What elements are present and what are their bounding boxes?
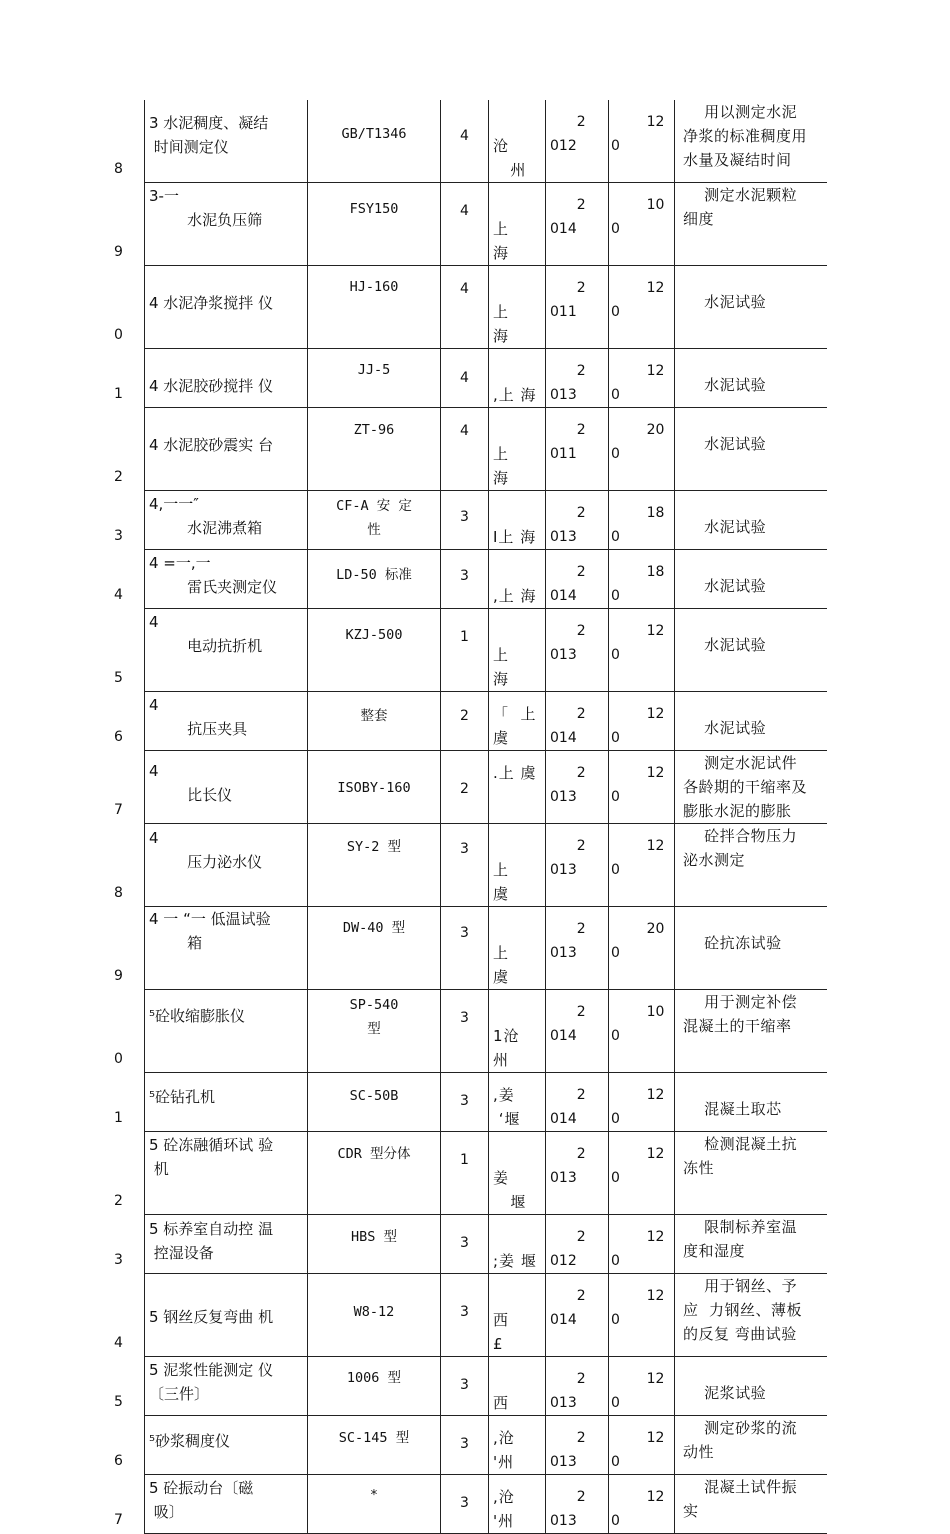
row-number: 9	[114, 243, 123, 260]
equipment-usage: 用于测定补偿 混凝土的干缩率	[683, 993, 798, 1035]
equipment-model: HJ-160	[349, 279, 399, 295]
manufacturer-place: ;姜 堰	[493, 1252, 537, 1270]
row-number: 7	[114, 801, 123, 818]
equipment-name: 3 水泥稠度、凝结 时间测定仪	[149, 114, 269, 156]
table-row	[110, 349, 827, 408]
equipment-price: 12 0	[611, 1371, 665, 1411]
equipment-model: 整套	[360, 708, 388, 724]
purchase-year: 2 013	[550, 765, 586, 805]
purchase-year: 2 013	[550, 1489, 586, 1529]
equipment-model: LD-50 标准	[336, 567, 412, 583]
row-number: 1	[114, 1109, 123, 1126]
equipment-model: ZT-96	[353, 422, 395, 438]
equipment-usage: 水泥试验	[704, 518, 767, 536]
equipment-model: *	[369, 1487, 379, 1503]
table-row	[110, 609, 827, 692]
manufacturer-place: 上 海	[493, 646, 510, 688]
row-number: 5	[114, 1393, 123, 1410]
equipment-name: 4 一 “一 低温试验 箱	[149, 910, 271, 952]
table-row	[110, 1416, 827, 1475]
row-number: 3	[114, 527, 123, 544]
manufacturer-place: 沧 州	[493, 137, 527, 179]
equipment-usage: 水泥试验	[704, 719, 767, 737]
table-row	[110, 183, 827, 266]
equipment-usage: 测定砂浆的流 动性	[683, 1419, 798, 1461]
manufacturer-place: 上 海	[493, 303, 510, 345]
table-row	[110, 692, 827, 751]
equipment-usage: 测定水泥颗粒 细度	[683, 186, 798, 228]
equipment-model: ISOBY-160	[337, 780, 411, 796]
manufacturer-place: 上 虞	[493, 861, 510, 903]
row-number: 3	[114, 1251, 123, 1268]
purchase-year: 2 014	[550, 1087, 586, 1127]
equipment-usage: 用以测定水泥 净浆的标准稠度用 水量及凝结时间	[683, 103, 808, 169]
row-number: 0	[114, 326, 123, 343]
table-row	[110, 1132, 827, 1215]
table-row	[110, 907, 827, 990]
row-number: 4	[114, 1334, 123, 1351]
equipment-name: ⁵砂浆稠度仪	[149, 1432, 231, 1450]
manufacturer-place: I上 海	[493, 528, 537, 546]
equipment-quantity: 3	[460, 1304, 469, 1320]
equipment-quantity: 4	[460, 370, 469, 386]
equipment-quantity: 4	[460, 203, 469, 219]
table-row	[110, 491, 827, 550]
equipment-quantity: 1	[460, 1152, 469, 1168]
equipment-quantity: 4	[460, 423, 469, 439]
manufacturer-place: ,上 海	[493, 587, 537, 605]
equipment-name: ⁵砼收缩膨胀仪	[149, 1007, 246, 1025]
equipment-quantity: 4	[460, 281, 469, 297]
equipment-quantity: 3	[460, 1436, 469, 1452]
equipment-price: 12 0	[611, 280, 665, 320]
equipment-usage: 泥浆试验	[704, 1384, 767, 1402]
equipment-price: 12 0	[611, 1489, 665, 1529]
purchase-year: 2 011	[550, 422, 586, 462]
purchase-year: 2 013	[550, 921, 586, 961]
equipment-price: 12 0	[611, 706, 665, 746]
manufacturer-place: ,沧 '州	[493, 1429, 515, 1471]
manufacturer-place: 姜 堰	[493, 1169, 527, 1211]
equipment-model: SP-540 型	[349, 997, 399, 1037]
table-row	[110, 550, 827, 609]
purchase-year: 2 012	[550, 1229, 586, 1269]
equipment-quantity: 3	[460, 509, 469, 525]
equipment-model: 1006 型	[346, 1370, 402, 1386]
equipment-price: 20 0	[611, 921, 665, 961]
equipment-price: 12 0	[611, 1087, 665, 1127]
purchase-year: 2 013	[550, 1146, 586, 1186]
manufacturer-place: 1沧 州	[493, 1027, 520, 1069]
manufacturer-place: ,上 海	[493, 386, 537, 404]
row-number: 2	[114, 468, 123, 485]
equipment-price: 12 0	[611, 363, 665, 403]
equipment-quantity: 3	[460, 1235, 469, 1251]
equipment-name: 3-一 水泥负压筛	[149, 187, 263, 229]
manufacturer-place: 上 虞	[493, 944, 510, 986]
equipment-name: 5 标养室自动控 温 控湿设备	[149, 1220, 274, 1262]
equipment-name: ⁵砼钻孔机	[149, 1088, 216, 1106]
manufacturer-place: ,姜 ‘堰	[493, 1086, 521, 1128]
equipment-name: 4 =一,一 雷氏夹测定仪	[149, 554, 278, 596]
table-row	[110, 824, 827, 907]
manufacturer-place: 西	[493, 1370, 545, 1412]
equipment-name: 5 泥浆性能测定 仪 〔三件〕	[149, 1361, 274, 1403]
equipment-name: 5 钢丝反复弯曲 机	[149, 1308, 274, 1326]
table-row	[110, 1073, 827, 1132]
equipment-name: 4 水泥胶砂震实 台	[149, 436, 274, 454]
equipment-price: 12 0	[611, 1146, 665, 1186]
equipment-model: KZJ-500	[345, 627, 403, 643]
equipment-name: 4 比长仪	[149, 762, 233, 804]
equipment-quantity: 3	[460, 1495, 469, 1511]
equipment-name: 4 抗压夹具	[149, 696, 248, 738]
purchase-year: 2 013	[550, 838, 586, 878]
table-row	[110, 751, 827, 824]
purchase-year: 2 014	[550, 1004, 586, 1044]
equipment-model: SC-50B	[349, 1088, 399, 1104]
purchase-year: 2 013	[550, 1371, 586, 1411]
equipment-model: FSY150	[349, 201, 399, 217]
equipment-quantity: 4	[460, 128, 469, 144]
equipment-usage: 水泥试验	[704, 636, 767, 654]
equipment-price: 10 0	[611, 197, 665, 237]
equipment-quantity: 3	[460, 568, 469, 584]
equipment-model: SC-145 型	[338, 1430, 410, 1446]
equipment-name: 5 砼冻融循环试 验 机	[149, 1136, 274, 1178]
equipment-usage: 混凝土取芯	[704, 1100, 782, 1118]
manufacturer-place: 上 海	[493, 220, 510, 262]
manufacturer-place: 西 £	[493, 1311, 510, 1353]
manufacturer-place: .上 虞	[493, 764, 537, 782]
equipment-price: 12 0	[611, 838, 665, 878]
manufacturer-place: 「 上 虞	[493, 705, 537, 747]
equipment-name: 4 压力泌水仪	[149, 829, 263, 871]
equipment-usage: 砼抗冻试验	[704, 934, 782, 952]
equipment-model: JJ-5	[357, 362, 391, 378]
row-number: 5	[114, 669, 123, 686]
equipment-usage: 限制标养室温 度和湿度	[683, 1218, 798, 1260]
equipment-price: 12 0	[611, 114, 665, 154]
purchase-year: 2 013	[550, 623, 586, 663]
manufacturer-place: ,沧 '州	[493, 1488, 515, 1530]
equipment-usage: 混凝土试件振 实	[683, 1478, 798, 1520]
purchase-year: 2 013	[550, 363, 586, 403]
equipment-name: 4 水泥胶砂搅拌 仪	[149, 377, 274, 395]
equipment-price: 18 0	[611, 505, 665, 545]
row-number: 8	[114, 884, 123, 901]
equipment-usage: 水泥试验	[704, 435, 767, 453]
equipment-price: 12 0	[611, 1229, 665, 1269]
row-number: 2	[114, 1192, 123, 1209]
equipment-usage: 砼拌合物压力 泌水测定	[683, 827, 798, 869]
equipment-usage: 水泥试验	[704, 376, 767, 394]
equipment-quantity: 3	[460, 1010, 469, 1026]
equipment-price: 12 0	[611, 623, 665, 663]
table-row	[110, 408, 827, 491]
purchase-year: 2 011	[550, 280, 586, 320]
purchase-year: 2 013	[550, 1430, 586, 1470]
equipment-model: SY-2 型	[346, 839, 402, 855]
row-number: 6	[114, 728, 123, 745]
equipment-name: 5 砼振动台〔磁 吸〕	[149, 1479, 254, 1521]
equipment-model: HBS 型	[350, 1229, 397, 1245]
table-row	[110, 1475, 827, 1534]
equipment-price: 12 0	[611, 765, 665, 805]
equipment-quantity: 2	[460, 781, 469, 797]
table-row	[110, 266, 827, 349]
equipment-usage: 用于钢丝、予 应 力钢丝、薄板 的反复 弯曲试验	[683, 1277, 803, 1343]
equipment-price: 20 0	[611, 422, 665, 462]
table-row	[110, 1357, 827, 1416]
equipment-quantity: 2	[460, 708, 469, 724]
equipment-quantity: 3	[460, 1093, 469, 1109]
table-row	[110, 990, 827, 1073]
equipment-price: 12 0	[611, 1430, 665, 1470]
purchase-year: 2 013	[550, 505, 586, 545]
purchase-year: 2 014	[550, 197, 586, 237]
equipment-usage: 检测混凝土抗 冻性	[683, 1135, 798, 1177]
row-number: 1	[114, 385, 123, 402]
equipment-name: 4 电动抗折机	[149, 613, 263, 655]
equipment-price: 10 0	[611, 1004, 665, 1044]
equipment-quantity: 1	[460, 629, 469, 645]
equipment-price: 12 0	[611, 1288, 665, 1328]
equipment-model: W8-12	[353, 1304, 395, 1320]
equipment-usage: 水泥试验	[704, 293, 767, 311]
table-row	[110, 1274, 827, 1357]
equipment-name: 4,一一″ 水泥沸煮箱	[149, 495, 263, 537]
row-number: 8	[114, 160, 123, 177]
equipment-quantity: 3	[460, 925, 469, 941]
table-row	[110, 100, 827, 183]
row-number: 6	[114, 1452, 123, 1469]
equipment-quantity: 3	[460, 1377, 469, 1393]
row-number: 4	[114, 586, 123, 603]
equipment-name: 4 水泥净浆搅拌 仪	[149, 294, 274, 312]
equipment-model: DW-40 型	[342, 920, 406, 936]
purchase-year: 2 012	[550, 114, 586, 154]
equipment-quantity: 3	[460, 841, 469, 857]
equipment-price: 18 0	[611, 564, 665, 604]
equipment-table	[110, 100, 827, 1534]
purchase-year: 2 014	[550, 1288, 586, 1328]
row-number: 7	[114, 1511, 123, 1528]
manufacturer-place: 上 海	[493, 445, 510, 487]
equipment-model: GB/T1346	[341, 126, 407, 142]
equipment-usage: 水泥试验	[704, 577, 767, 595]
row-number: 0	[114, 1050, 123, 1067]
table-row	[110, 1215, 827, 1274]
purchase-year: 2 014	[550, 564, 586, 604]
purchase-year: 2 014	[550, 706, 586, 746]
equipment-usage: 测定水泥试件 各龄期的干缩率及 膨胀水泥的膨胀	[683, 754, 808, 820]
equipment-model: CF-A 安 定 性	[336, 498, 412, 538]
equipment-model: CDR 型分体	[337, 1146, 411, 1162]
row-number: 9	[114, 967, 123, 984]
